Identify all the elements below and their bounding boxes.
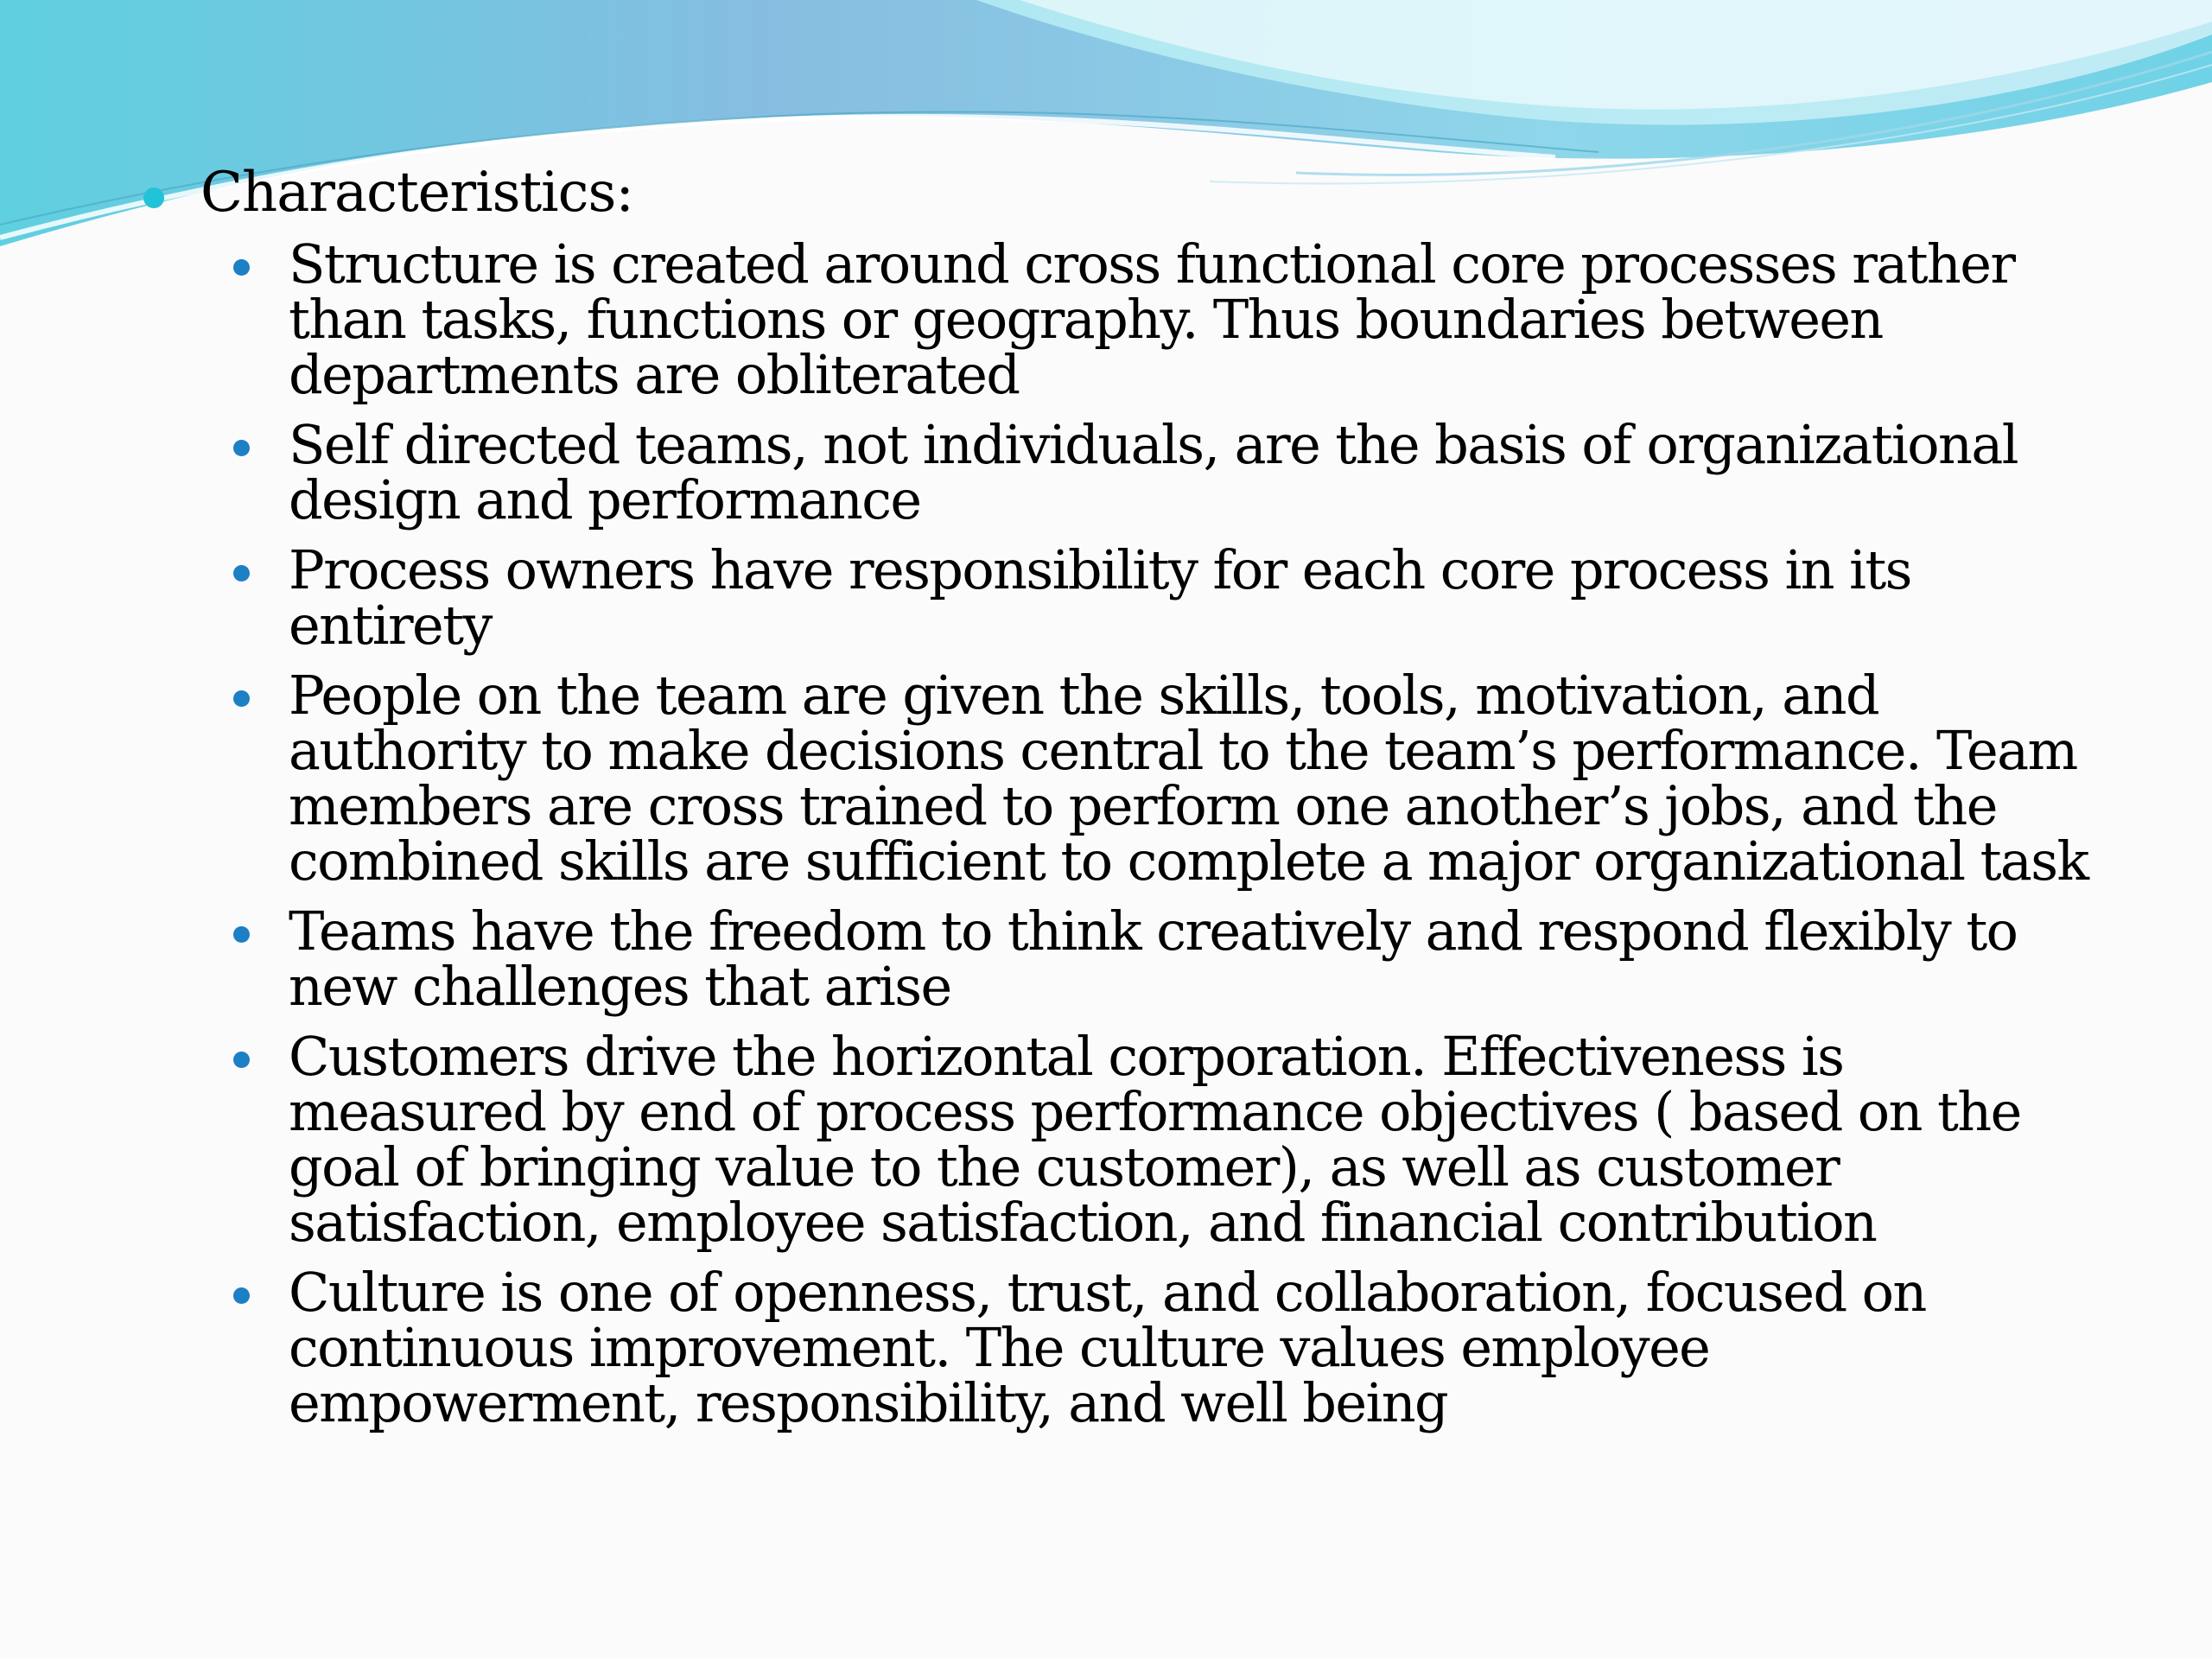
list-item xyxy=(289,232,2103,406)
bullet-dot-icon xyxy=(233,259,250,276)
bullet-dot-icon xyxy=(233,926,250,943)
bullet-dot-icon xyxy=(233,1287,250,1304)
list-item-text: Self directed teams, not individuals, are the basis of organizational design and performance xyxy=(289,413,2018,531)
bullet-dot-icon xyxy=(233,440,250,456)
slide-content xyxy=(0,161,2212,1446)
list-item xyxy=(289,899,2103,1018)
list-item xyxy=(289,538,2103,657)
slide-heading: Characteristics: xyxy=(200,161,633,225)
main-bullet-dot-icon xyxy=(143,188,164,208)
list-item-text: Teams have the freedom to think creatively and respond flexibly to new challenges that arise xyxy=(289,899,2018,1018)
bullet-dot-icon xyxy=(233,565,250,582)
list-item xyxy=(289,1261,2103,1434)
characteristics-list xyxy=(0,232,2212,1434)
bullet-dot-icon xyxy=(233,690,250,707)
list-item-text: People on the team are given the skills, tools, motivation, and authority to make decisions central to the team’s performance. Team members are cross trained to perform one another’s jobs, and the combined skills are sufficient to complete a major organizational task xyxy=(289,664,2088,893)
list-item xyxy=(289,664,2103,893)
list-item-text: Customers drive the horizontal corporation. Effectiveness is measured by end of process performance objectives ( based on the goal of bringing value to the customer), as well as customer satisfaction, employee satisfaction, and financial contribution xyxy=(289,1025,2021,1254)
list-item-text: Culture is one of openness, trust, and collaboration, focused on continuous improvement. The culture values employee empowerment, responsibility, and well being xyxy=(289,1261,1926,1434)
main-bullet-item xyxy=(200,161,2212,225)
list-item-text: Structure is created around cross functional core processes rather than tasks, functions or geography. Thus boundaries between departments are obliterated xyxy=(289,232,2015,406)
bullet-dot-icon xyxy=(233,1052,250,1068)
list-item xyxy=(289,413,2103,531)
list-item xyxy=(289,1025,2103,1254)
list-item-text: Process owners have responsibility for each core process in its entirety xyxy=(289,538,1911,657)
